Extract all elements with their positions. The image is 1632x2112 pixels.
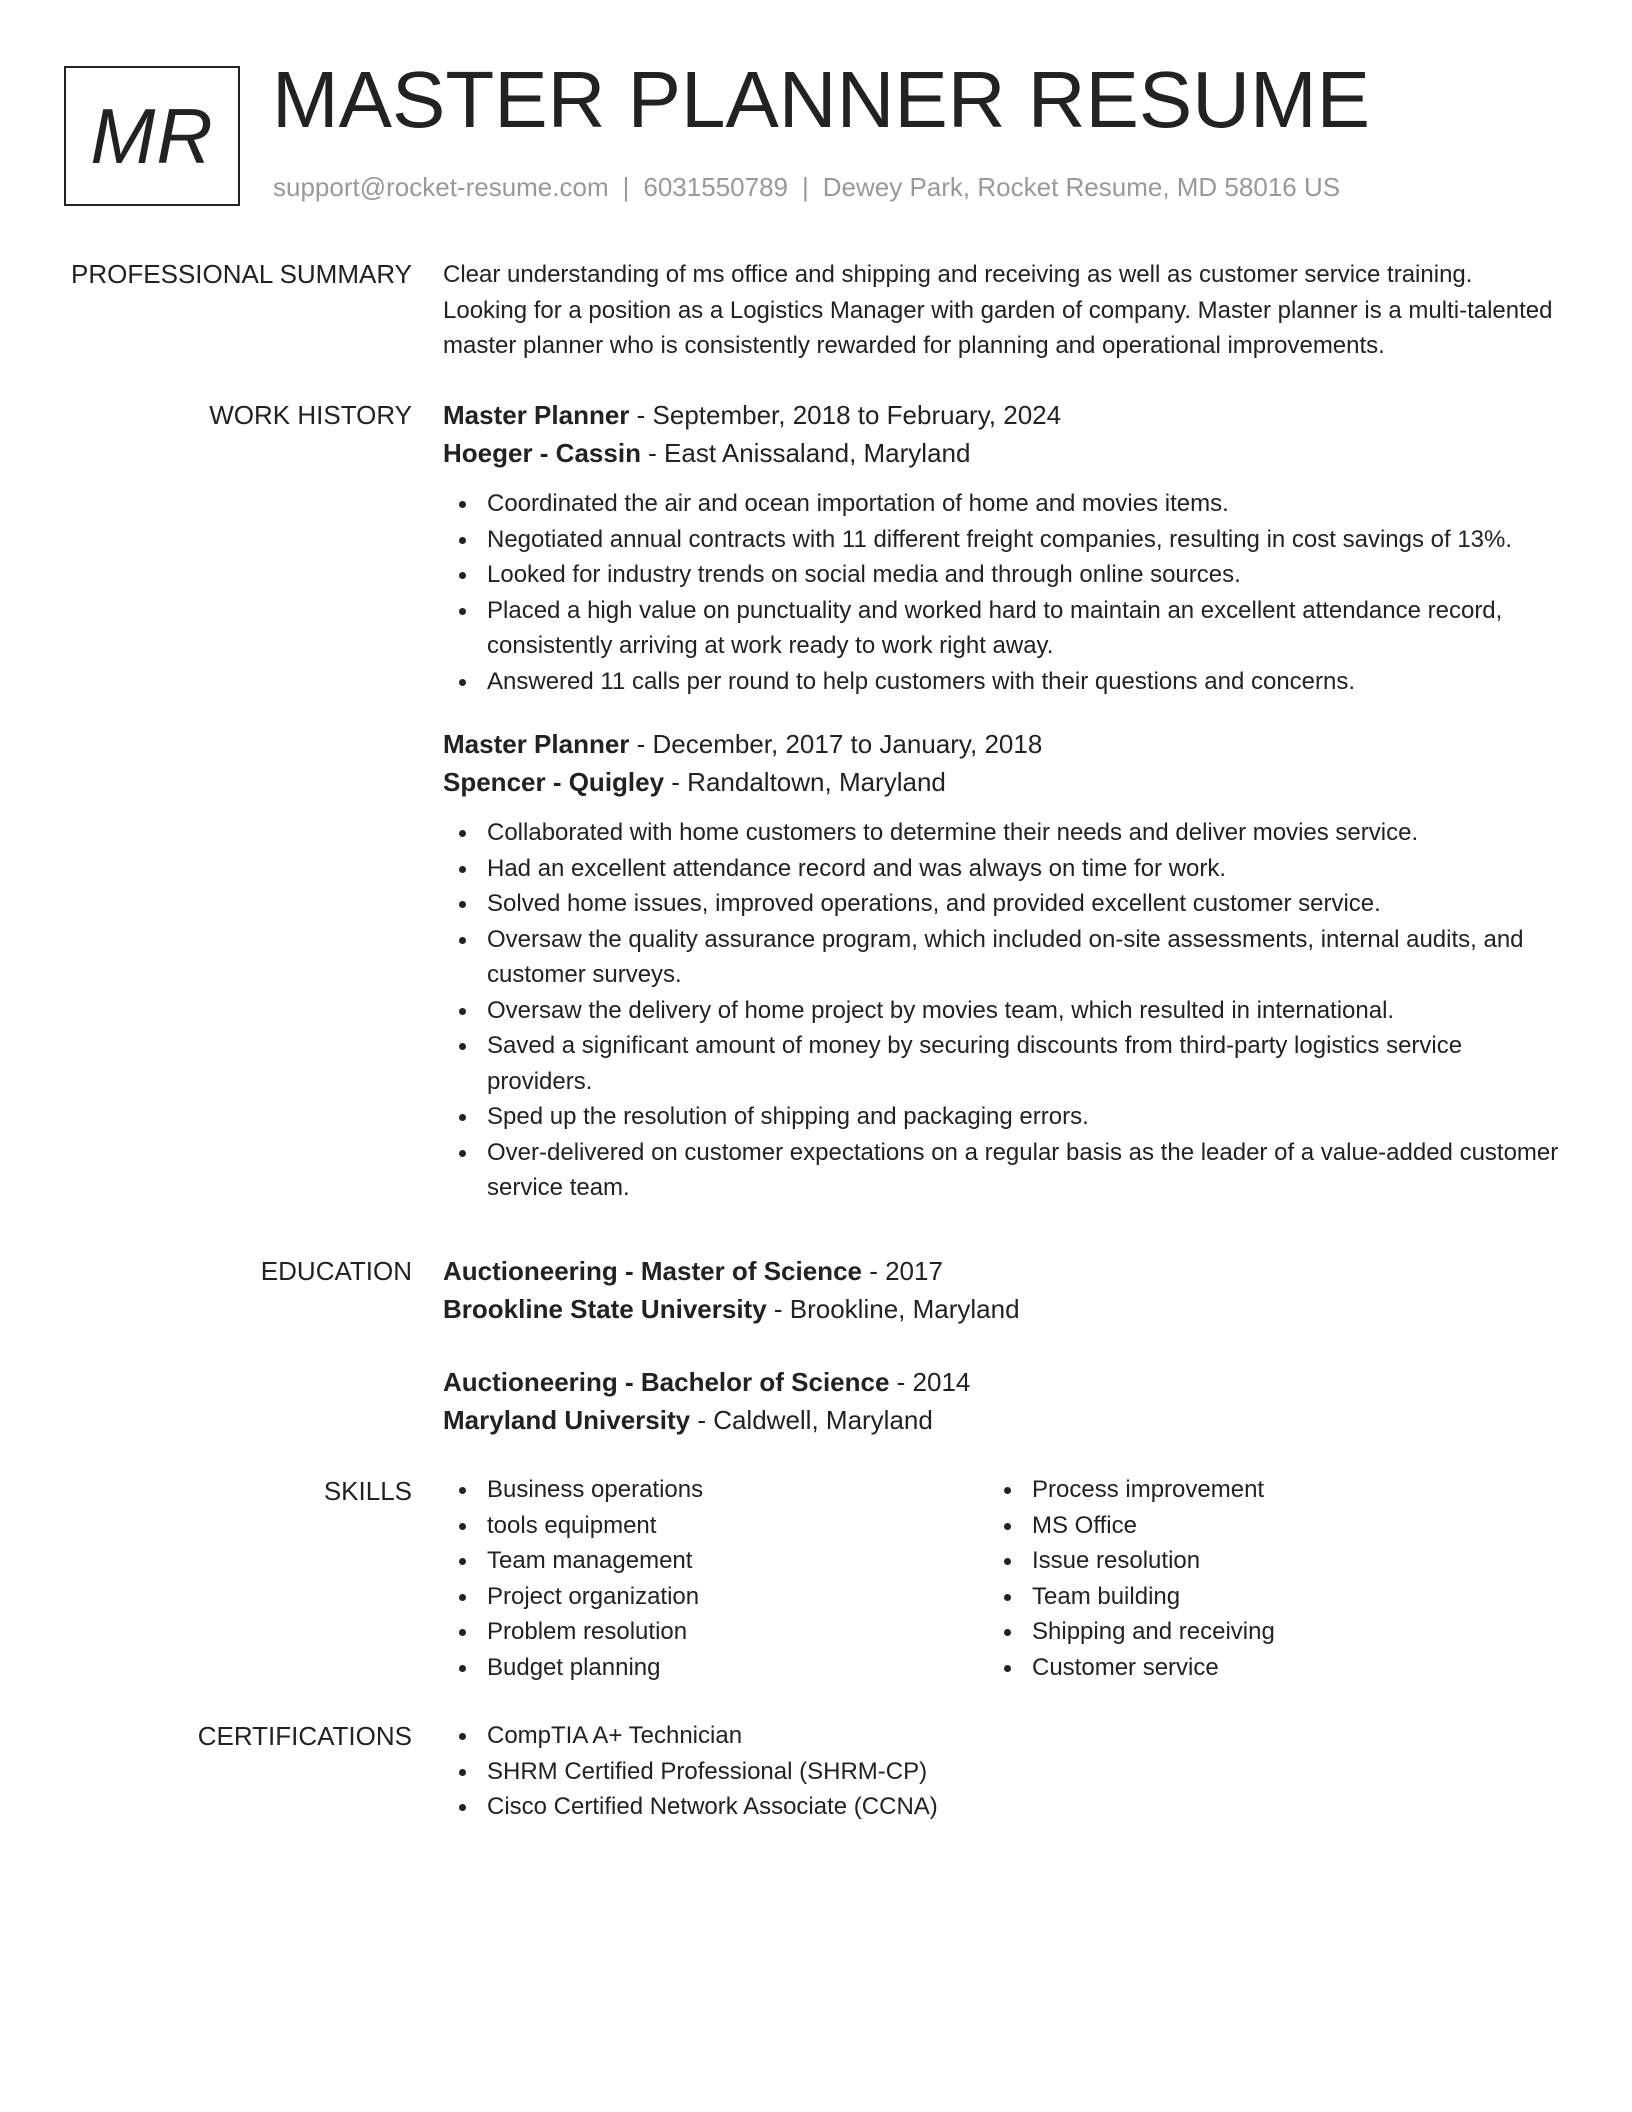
skills-list-left	[443, 1472, 988, 1685]
job-company: Spencer - Quigley	[443, 767, 665, 797]
job-bullet: Had an excellent attendance record and was always on time for work.	[443, 851, 1563, 887]
contact-address: Dewey Park, Rocket Resume, MD 58016 US	[822, 172, 1341, 202]
job-bullet: Sped up the resolution of shipping and packaging errors.	[443, 1099, 1563, 1135]
section-label-certifications: CERTIFICATIONS	[197, 1721, 412, 1751]
skill-item: Project organization	[443, 1579, 988, 1615]
contact-separator: |	[802, 172, 809, 202]
job-bullet: Looked for industry trends on social media and through online sources.	[443, 557, 1563, 593]
job-dates: - September, 2018 to February, 2024	[629, 400, 1062, 430]
monogram-logo	[64, 66, 240, 206]
school-location: - Caldwell, Maryland	[690, 1405, 933, 1435]
skill-item: Problem resolution	[443, 1614, 988, 1650]
contact-line	[273, 172, 1340, 203]
job-bullet: Negotiated annual contracts with 11 different freight companies, resulting in cost savings of 13%.	[443, 522, 1563, 558]
job-bullet: Over-delivered on customer expectations on a regular basis as the leader of a value-added customer service team.	[443, 1135, 1563, 1206]
skill-item: MS Office	[988, 1508, 1533, 1544]
job-location: - Randaltown, Maryland	[664, 767, 946, 797]
skill-item: Team building	[988, 1579, 1533, 1615]
education-entry	[443, 1252, 1563, 1328]
degree-line	[443, 1363, 1563, 1401]
school: Maryland University	[443, 1405, 691, 1435]
skill-item: Customer service	[988, 1650, 1533, 1686]
section-label-summary: PROFESSIONAL SUMMARY	[71, 259, 412, 289]
certification-item: SHRM Certified Professional (SHRM-CP)	[443, 1754, 1563, 1790]
contact-email: support@rocket-resume.com	[273, 172, 609, 202]
job-bullet: Coordinated the air and ocean importation of home and movies items.	[443, 486, 1563, 522]
job-bullet: Placed a high value on punctuality and worked hard to maintain an excellent attendance record, consistently arriving at work ready to work right away.	[443, 593, 1563, 664]
job-company: Hoeger - Cassin	[443, 438, 641, 468]
section-label-work-history: WORK HISTORY	[209, 400, 412, 430]
skill-item: Issue resolution	[988, 1543, 1533, 1579]
school: Brookline State University	[443, 1294, 767, 1324]
skills-list-right	[988, 1472, 1533, 1685]
degree-year: - 2017	[861, 1256, 943, 1286]
skill-item: Business operations	[443, 1472, 988, 1508]
job-bullet: Oversaw the quality assurance program, which included on-site assessments, internal audits, and customer surveys.	[443, 922, 1563, 993]
job-company-line	[443, 434, 1563, 472]
monogram-initials: MR	[90, 91, 214, 180]
job-title-line	[443, 725, 1563, 763]
degree: Auctioneering - Bachelor of Science	[443, 1367, 890, 1397]
skill-item: Process improvement	[988, 1472, 1533, 1508]
section-label-education: EDUCATION	[260, 1256, 412, 1286]
job-title-line	[443, 396, 1563, 434]
job-entry	[443, 396, 1563, 699]
job-dates: - December, 2017 to January, 2018	[629, 729, 1043, 759]
section-label-skills: SKILLS	[323, 1476, 412, 1506]
contact-separator: |	[622, 172, 630, 202]
skill-item: Budget planning	[443, 1650, 988, 1686]
job-bullet: Solved home issues, improved operations, and provided excellent customer service.	[443, 886, 1563, 922]
job-entry	[443, 725, 1563, 1206]
degree: Auctioneering - Master of Science	[443, 1256, 862, 1286]
certifications-section	[443, 1718, 1563, 1825]
work-history-section	[443, 396, 1563, 1206]
resume-title: MASTER PLANNER RESUME	[272, 55, 1370, 144]
job-bullets	[443, 486, 1563, 699]
job-bullet: Collaborated with home customers to determine their needs and deliver movies service.	[443, 815, 1563, 851]
school-location: - Brookline, Maryland	[766, 1294, 1020, 1324]
summary-section	[443, 257, 1563, 364]
skills-section	[443, 1472, 1563, 1685]
job-company-line	[443, 763, 1563, 801]
summary-text: Clear understanding of ms office and shipping and receiving as well as customer service training. Looking for a position as a Logistics Manager with garden of company. Master planner is a multi-talented master planner who is consistently rewarded for planning and operational improvements.	[443, 261, 1553, 359]
job-bullet: Answered 11 calls per round to help customers with their questions and concerns.	[443, 664, 1563, 700]
certification-item: CompTIA A+ Technician	[443, 1718, 1563, 1754]
job-bullet: Saved a significant amount of money by securing discounts from third-party logistics service providers.	[443, 1028, 1563, 1099]
education-section	[443, 1252, 1563, 1439]
school-line	[443, 1401, 1563, 1439]
skill-item: Team management	[443, 1543, 988, 1579]
job-title: Master Planner	[443, 400, 630, 430]
school-line	[443, 1290, 1563, 1328]
certifications-list	[443, 1718, 1563, 1825]
contact-phone: 6031550789	[643, 172, 788, 202]
skill-item: tools equipment	[443, 1508, 988, 1544]
skills-columns	[443, 1472, 1563, 1685]
education-entry	[443, 1363, 1563, 1439]
certification-item: Cisco Certified Network Associate (CCNA)	[443, 1789, 1563, 1825]
job-bullet: Oversaw the delivery of home project by movies team, which resulted in international.	[443, 993, 1563, 1029]
job-bullets	[443, 815, 1563, 1206]
degree-line	[443, 1252, 1563, 1290]
job-title: Master Planner	[443, 729, 630, 759]
degree-year: - 2014	[889, 1367, 971, 1397]
skill-item: Shipping and receiving	[988, 1614, 1533, 1650]
job-location: - East Anissaland, Maryland	[640, 438, 971, 468]
